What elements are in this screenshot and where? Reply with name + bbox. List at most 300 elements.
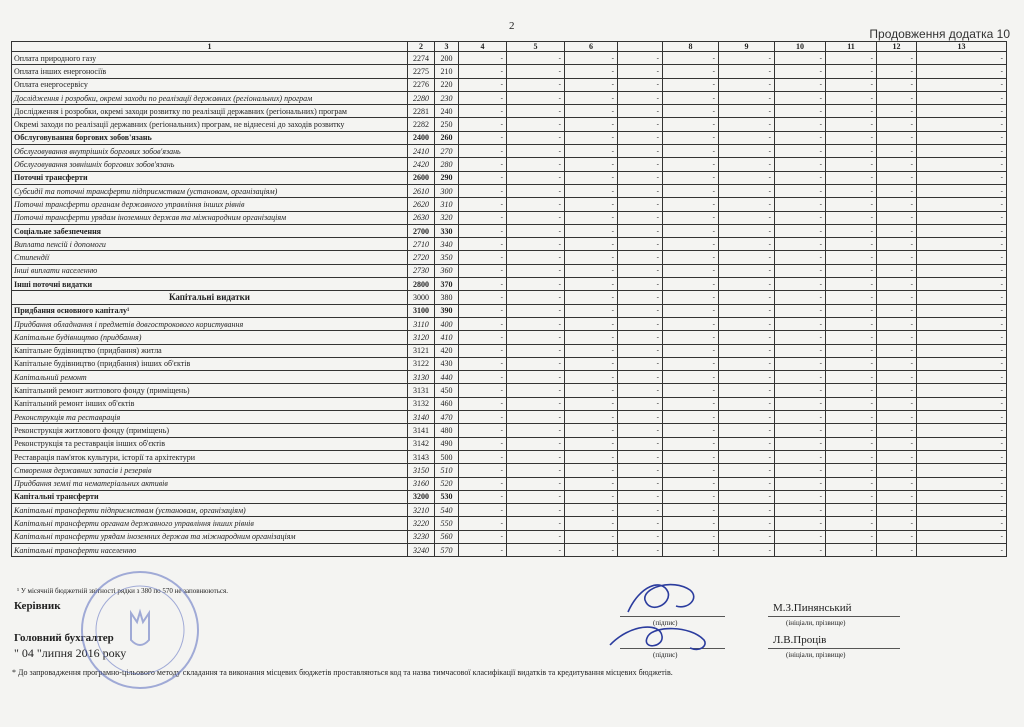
value-cell: - xyxy=(663,331,719,344)
value-cell: - xyxy=(826,517,877,530)
footnote-months: ¹ У місячній бюджетній звітності рядки з 380 по 570 не заповнюються. xyxy=(17,587,228,595)
value-cell: - xyxy=(877,278,917,291)
head-label: Керівник xyxy=(14,600,61,612)
value-cell: - xyxy=(826,78,877,91)
row-name: Інші виплати населенню xyxy=(12,264,408,277)
value-cell: - xyxy=(507,424,565,437)
value-cell: - xyxy=(507,464,565,477)
value-cell: - xyxy=(507,384,565,397)
column-header: 2 xyxy=(408,42,435,52)
row-name: Інші поточні видатки xyxy=(12,278,408,291)
value-cell: - xyxy=(618,504,663,517)
value-cell: - xyxy=(917,384,1007,397)
value-cell: - xyxy=(663,477,719,490)
value-cell: - xyxy=(663,211,719,224)
value-cell: - xyxy=(618,397,663,410)
value-cell: - xyxy=(877,264,917,277)
value-cell: - xyxy=(877,464,917,477)
value-cell: - xyxy=(507,91,565,104)
value-cell: - xyxy=(565,477,618,490)
value-cell: - xyxy=(917,184,1007,197)
value-cell: - xyxy=(618,198,663,211)
value-cell: - xyxy=(618,357,663,370)
value-cell: - xyxy=(775,530,826,543)
value-cell: - xyxy=(663,490,719,503)
row-name: Реконструкція та реставрація xyxy=(12,411,408,424)
value-cell: - xyxy=(565,543,618,556)
value-cell: - xyxy=(826,424,877,437)
row-kekv: 500 xyxy=(435,450,459,463)
value-cell: - xyxy=(507,52,565,65)
value-cell: - xyxy=(917,543,1007,556)
row-name: Реконструкція та реставрація інших об'єктів xyxy=(12,437,408,450)
row-code: 3160 xyxy=(408,477,435,490)
value-cell: - xyxy=(507,490,565,503)
value-cell: - xyxy=(507,224,565,237)
row-kekv: 320 xyxy=(435,211,459,224)
row-name: Субсидії та поточні трансферти підприємствам (установам, організаціям) xyxy=(12,184,408,197)
value-cell: - xyxy=(826,131,877,144)
value-cell: - xyxy=(719,291,775,304)
value-cell: - xyxy=(775,490,826,503)
row-code: 3131 xyxy=(408,384,435,397)
value-cell: - xyxy=(618,264,663,277)
column-header: 11 xyxy=(826,42,877,52)
value-cell: - xyxy=(877,384,917,397)
value-cell: - xyxy=(507,331,565,344)
value-cell: - xyxy=(826,331,877,344)
row-kekv: 370 xyxy=(435,278,459,291)
value-cell: - xyxy=(663,198,719,211)
table-row xyxy=(12,278,1007,291)
value-cell: - xyxy=(565,291,618,304)
column-header: 3 xyxy=(435,42,459,52)
table-row xyxy=(12,517,1007,530)
table-row xyxy=(12,52,1007,65)
value-cell: - xyxy=(618,304,663,317)
row-name: Оплата енергосервісу xyxy=(12,78,408,91)
value-cell: - xyxy=(826,264,877,277)
value-cell: - xyxy=(459,397,507,410)
value-cell: - xyxy=(663,145,719,158)
value-cell: - xyxy=(775,131,826,144)
value-cell: - xyxy=(917,344,1007,357)
row-kekv: 260 xyxy=(435,131,459,144)
value-cell: - xyxy=(917,397,1007,410)
value-cell: - xyxy=(826,384,877,397)
row-name: Окремі заходи по реалізації державних (регіональних) програм, не віднесені до заходів розвитку xyxy=(12,118,408,131)
table-row xyxy=(12,450,1007,463)
value-cell: - xyxy=(565,238,618,251)
row-code: 2610 xyxy=(408,184,435,197)
value-cell: - xyxy=(565,450,618,463)
value-cell: - xyxy=(459,291,507,304)
value-cell: - xyxy=(917,504,1007,517)
row-code: 3000 xyxy=(408,291,435,304)
value-cell: - xyxy=(618,477,663,490)
value-cell: - xyxy=(507,477,565,490)
row-code: 2600 xyxy=(408,171,435,184)
value-cell: - xyxy=(877,238,917,251)
value-cell: - xyxy=(618,105,663,118)
value-cell: - xyxy=(507,357,565,370)
page-number: 2 xyxy=(509,20,515,32)
value-cell: - xyxy=(719,437,775,450)
row-code: 3210 xyxy=(408,504,435,517)
value-cell: - xyxy=(826,371,877,384)
value-cell: - xyxy=(719,464,775,477)
value-cell: - xyxy=(618,251,663,264)
value-cell: - xyxy=(663,184,719,197)
value-cell: - xyxy=(917,477,1007,490)
value-cell: - xyxy=(775,78,826,91)
value-cell: - xyxy=(565,384,618,397)
value-cell: - xyxy=(459,543,507,556)
value-cell: - xyxy=(775,105,826,118)
table-body xyxy=(12,52,1007,557)
value-cell: - xyxy=(719,304,775,317)
row-code: 3121 xyxy=(408,344,435,357)
value-cell: - xyxy=(618,384,663,397)
value-cell: - xyxy=(459,331,507,344)
table-row xyxy=(12,131,1007,144)
value-cell: - xyxy=(663,65,719,78)
row-code: 2274 xyxy=(408,52,435,65)
value-cell: - xyxy=(775,251,826,264)
row-name: Створення державних запасів і резервів xyxy=(12,464,408,477)
value-cell: - xyxy=(719,131,775,144)
value-cell: - xyxy=(775,65,826,78)
row-name: Капітальні видатки xyxy=(12,291,408,304)
value-cell: - xyxy=(459,105,507,118)
value-cell: - xyxy=(826,65,877,78)
value-cell: - xyxy=(719,371,775,384)
value-cell: - xyxy=(618,211,663,224)
value-cell: - xyxy=(917,371,1007,384)
table-row xyxy=(12,384,1007,397)
value-cell: - xyxy=(663,304,719,317)
value-cell: - xyxy=(459,158,507,171)
value-cell: - xyxy=(663,450,719,463)
value-cell: - xyxy=(663,504,719,517)
value-cell: - xyxy=(775,543,826,556)
value-cell: - xyxy=(917,464,1007,477)
row-kekv: 400 xyxy=(435,317,459,330)
value-cell: - xyxy=(663,384,719,397)
value-cell: - xyxy=(826,171,877,184)
row-name: Капітальне будівництво (придбання) інших об'єктів xyxy=(12,357,408,370)
value-cell: - xyxy=(826,52,877,65)
value-cell: - xyxy=(565,331,618,344)
value-cell: - xyxy=(775,477,826,490)
value-cell: - xyxy=(877,78,917,91)
value-cell: - xyxy=(565,251,618,264)
table-row xyxy=(12,504,1007,517)
row-name: Стипендії xyxy=(12,251,408,264)
value-cell: - xyxy=(775,211,826,224)
value-cell: - xyxy=(917,65,1007,78)
row-code: 2730 xyxy=(408,264,435,277)
value-cell: - xyxy=(877,543,917,556)
row-kekv: 410 xyxy=(435,331,459,344)
row-code: 2282 xyxy=(408,118,435,131)
value-cell: - xyxy=(507,145,565,158)
value-cell: - xyxy=(719,238,775,251)
value-cell: - xyxy=(618,238,663,251)
row-code: 2720 xyxy=(408,251,435,264)
value-cell: - xyxy=(775,450,826,463)
value-cell: - xyxy=(507,65,565,78)
value-cell: - xyxy=(775,291,826,304)
value-cell: - xyxy=(663,91,719,104)
table-row xyxy=(12,331,1007,344)
value-cell: - xyxy=(719,317,775,330)
value-cell: - xyxy=(877,371,917,384)
value-cell: - xyxy=(775,424,826,437)
row-code: 2275 xyxy=(408,65,435,78)
value-cell: - xyxy=(507,450,565,463)
row-code: 3230 xyxy=(408,530,435,543)
row-code: 3122 xyxy=(408,357,435,370)
value-cell: - xyxy=(507,530,565,543)
value-cell: - xyxy=(826,357,877,370)
row-kekv: 200 xyxy=(435,52,459,65)
table-row xyxy=(12,344,1007,357)
table-row xyxy=(12,264,1007,277)
row-code: 3150 xyxy=(408,464,435,477)
value-cell: - xyxy=(917,78,1007,91)
value-cell: - xyxy=(877,211,917,224)
value-cell: - xyxy=(775,91,826,104)
value-cell: - xyxy=(775,278,826,291)
column-header: 10 xyxy=(775,42,826,52)
value-cell: - xyxy=(459,371,507,384)
value-cell: - xyxy=(775,384,826,397)
value-cell: - xyxy=(826,317,877,330)
value-cell: - xyxy=(618,118,663,131)
value-cell: - xyxy=(826,411,877,424)
value-cell: - xyxy=(826,304,877,317)
value-cell: - xyxy=(826,504,877,517)
value-cell: - xyxy=(719,450,775,463)
value-cell: - xyxy=(507,411,565,424)
value-cell: - xyxy=(663,291,719,304)
value-cell: - xyxy=(877,530,917,543)
value-cell: - xyxy=(459,52,507,65)
row-name: Капітальний ремонт житлового фонду (приміщень) xyxy=(12,384,408,397)
value-cell: - xyxy=(565,278,618,291)
accountant-sign-caption: (підпис) xyxy=(653,651,678,659)
value-cell: - xyxy=(507,158,565,171)
row-kekv: 540 xyxy=(435,504,459,517)
row-name: Капітальний ремонт xyxy=(12,371,408,384)
table-row xyxy=(12,78,1007,91)
value-cell: - xyxy=(719,278,775,291)
value-cell: - xyxy=(507,264,565,277)
accountant-name-line xyxy=(768,648,900,649)
value-cell: - xyxy=(565,184,618,197)
column-header: 12 xyxy=(877,42,917,52)
value-cell: - xyxy=(775,371,826,384)
value-cell: - xyxy=(826,224,877,237)
value-cell: - xyxy=(459,211,507,224)
value-cell: - xyxy=(507,344,565,357)
table-row xyxy=(12,251,1007,264)
row-code: 3143 xyxy=(408,450,435,463)
value-cell: - xyxy=(459,317,507,330)
value-cell: - xyxy=(618,411,663,424)
value-cell: - xyxy=(775,52,826,65)
value-cell: - xyxy=(877,291,917,304)
value-cell: - xyxy=(618,224,663,237)
value-cell: - xyxy=(917,224,1007,237)
value-cell: - xyxy=(565,158,618,171)
value-cell: - xyxy=(565,65,618,78)
value-cell: - xyxy=(719,504,775,517)
row-code: 2280 xyxy=(408,91,435,104)
value-cell: - xyxy=(459,437,507,450)
head-name: М.З.Пинянський xyxy=(773,602,852,614)
value-cell: - xyxy=(826,397,877,410)
value-cell: - xyxy=(618,158,663,171)
value-cell: - xyxy=(877,251,917,264)
column-header: 4 xyxy=(459,42,507,52)
value-cell: - xyxy=(877,145,917,158)
value-cell: - xyxy=(663,52,719,65)
value-cell: - xyxy=(877,131,917,144)
row-name: Капітальні трансферти органам державного управління інших рівнів xyxy=(12,517,408,530)
value-cell: - xyxy=(507,504,565,517)
value-cell: - xyxy=(775,357,826,370)
value-cell: - xyxy=(507,437,565,450)
value-cell: - xyxy=(618,65,663,78)
row-kekv: 510 xyxy=(435,464,459,477)
value-cell: - xyxy=(565,264,618,277)
accountant-name: Л.В.Проців xyxy=(773,634,827,646)
table-row xyxy=(12,357,1007,370)
value-cell: - xyxy=(618,184,663,197)
value-cell: - xyxy=(663,131,719,144)
value-cell: - xyxy=(877,198,917,211)
value-cell: - xyxy=(565,224,618,237)
row-kekv: 460 xyxy=(435,397,459,410)
value-cell: - xyxy=(663,424,719,437)
table-row xyxy=(12,477,1007,490)
value-cell: - xyxy=(618,145,663,158)
table-row xyxy=(12,211,1007,224)
value-cell: - xyxy=(663,278,719,291)
value-cell: - xyxy=(877,437,917,450)
value-cell: - xyxy=(663,224,719,237)
table-row xyxy=(12,291,1007,304)
row-name: Поточні трансферти xyxy=(12,171,408,184)
signing-date: " 04 "липня 2016 року xyxy=(14,646,127,660)
value-cell: - xyxy=(459,490,507,503)
row-kekv: 250 xyxy=(435,118,459,131)
row-kekv: 440 xyxy=(435,371,459,384)
table-row xyxy=(12,464,1007,477)
value-cell: - xyxy=(507,118,565,131)
value-cell: - xyxy=(663,78,719,91)
value-cell: - xyxy=(877,490,917,503)
value-cell: - xyxy=(826,91,877,104)
column-header: 6 xyxy=(565,42,618,52)
value-cell: - xyxy=(618,291,663,304)
value-cell: - xyxy=(663,118,719,131)
value-cell: - xyxy=(826,211,877,224)
value-cell: - xyxy=(663,238,719,251)
value-cell: - xyxy=(459,278,507,291)
value-cell: - xyxy=(618,543,663,556)
row-code: 3141 xyxy=(408,424,435,437)
row-kekv: 490 xyxy=(435,437,459,450)
row-kekv: 340 xyxy=(435,238,459,251)
value-cell: - xyxy=(507,78,565,91)
table-row xyxy=(12,437,1007,450)
head-sign-caption: (підпис) xyxy=(653,619,678,627)
row-name: Придбання землі та нематеріальних активів xyxy=(12,477,408,490)
table-row xyxy=(12,91,1007,104)
value-cell: - xyxy=(459,198,507,211)
value-cell: - xyxy=(565,145,618,158)
value-cell: - xyxy=(565,211,618,224)
value-cell: - xyxy=(663,251,719,264)
value-cell: - xyxy=(917,437,1007,450)
head-sign-line xyxy=(620,616,725,617)
head-signature xyxy=(628,585,694,612)
value-cell: - xyxy=(565,411,618,424)
value-cell: - xyxy=(719,477,775,490)
table-row xyxy=(12,490,1007,503)
table-row xyxy=(12,238,1007,251)
row-name: Реконструкція житлового фонду (приміщень) xyxy=(12,424,408,437)
value-cell: - xyxy=(663,517,719,530)
value-cell: - xyxy=(719,158,775,171)
column-header: 5 xyxy=(507,42,565,52)
value-cell: - xyxy=(775,411,826,424)
row-code: 3120 xyxy=(408,331,435,344)
value-cell: - xyxy=(775,145,826,158)
value-cell: - xyxy=(877,105,917,118)
value-cell: - xyxy=(565,490,618,503)
value-cell: - xyxy=(565,530,618,543)
row-code: 2276 xyxy=(408,78,435,91)
value-cell: - xyxy=(826,184,877,197)
value-cell: - xyxy=(877,317,917,330)
table-row xyxy=(12,158,1007,171)
value-cell: - xyxy=(775,517,826,530)
value-cell: - xyxy=(719,198,775,211)
value-cell: - xyxy=(826,543,877,556)
value-cell: - xyxy=(719,397,775,410)
value-cell: - xyxy=(877,52,917,65)
value-cell: - xyxy=(775,264,826,277)
value-cell: - xyxy=(507,278,565,291)
row-kekv: 420 xyxy=(435,344,459,357)
value-cell: - xyxy=(917,411,1007,424)
value-cell: - xyxy=(877,224,917,237)
value-cell: - xyxy=(719,411,775,424)
value-cell: - xyxy=(663,371,719,384)
value-cell: - xyxy=(618,517,663,530)
value-cell: - xyxy=(917,291,1007,304)
value-cell: - xyxy=(565,118,618,131)
value-cell: - xyxy=(618,78,663,91)
value-cell: - xyxy=(719,517,775,530)
row-name: Капітальні трансферти населенню xyxy=(12,543,408,556)
value-cell: - xyxy=(917,211,1007,224)
value-cell: - xyxy=(565,105,618,118)
